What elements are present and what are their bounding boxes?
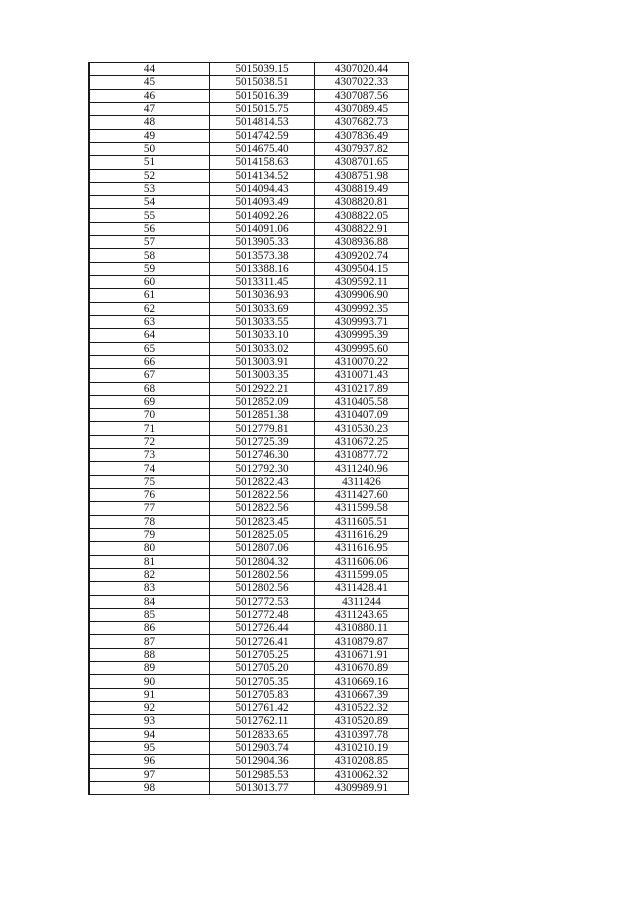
x-coordinate-cell: 5013388.16 (210, 262, 315, 275)
x-coordinate-cell: 5014094.43 (210, 182, 315, 195)
x-coordinate-cell: 5012823.45 (210, 515, 315, 528)
point-number-cell: 49 (89, 129, 210, 142)
point-number-cell: 54 (89, 196, 210, 209)
point-number-cell: 69 (89, 395, 210, 408)
point-number-cell: 67 (89, 369, 210, 382)
point-number-cell: 65 (89, 342, 210, 355)
table-row (89, 462, 409, 475)
y-coordinate-cell: 4310405.58 (315, 395, 409, 408)
table-row (89, 129, 409, 142)
point-number-cell: 70 (89, 409, 210, 422)
y-coordinate-cell: 4307022.33 (315, 76, 409, 89)
point-number-cell: 59 (89, 262, 210, 275)
table-row (89, 142, 409, 155)
x-coordinate-cell: 5013003.35 (210, 369, 315, 382)
point-number-cell: 62 (89, 302, 210, 315)
x-coordinate-cell: 5012705.20 (210, 662, 315, 675)
y-coordinate-cell: 4311427.60 (315, 489, 409, 502)
x-coordinate-cell: 5012725.39 (210, 435, 315, 448)
y-coordinate-cell: 4309202.74 (315, 249, 409, 262)
y-coordinate-cell: 4308820.81 (315, 196, 409, 209)
point-number-cell: 84 (89, 595, 210, 608)
table-row (89, 728, 409, 741)
point-number-cell: 66 (89, 355, 210, 368)
x-coordinate-cell: 5012985.53 (210, 768, 315, 781)
point-number-cell: 92 (89, 702, 210, 715)
point-number-cell: 85 (89, 608, 210, 621)
x-coordinate-cell: 5012762.11 (210, 715, 315, 728)
x-coordinate-cell: 5012903.74 (210, 741, 315, 754)
x-coordinate-cell: 5014814.53 (210, 116, 315, 129)
point-number-cell: 93 (89, 715, 210, 728)
point-number-cell: 48 (89, 116, 210, 129)
point-number-cell: 58 (89, 249, 210, 262)
table-row (89, 568, 409, 581)
table-row (89, 781, 409, 794)
table-row (89, 741, 409, 754)
x-coordinate-cell: 5012852.09 (210, 395, 315, 408)
x-coordinate-cell: 5015038.51 (210, 76, 315, 89)
y-coordinate-cell: 4309995.60 (315, 342, 409, 355)
table-row (89, 502, 409, 515)
coordinates-table-body (89, 63, 409, 795)
table-row (89, 355, 409, 368)
y-coordinate-cell: 4309504.15 (315, 262, 409, 275)
point-number-cell: 87 (89, 635, 210, 648)
x-coordinate-cell: 5012772.53 (210, 595, 315, 608)
x-coordinate-cell: 5012804.32 (210, 555, 315, 568)
y-coordinate-cell: 4311605.51 (315, 515, 409, 528)
y-coordinate-cell: 4311616.95 (315, 542, 409, 555)
x-coordinate-cell: 5012822.56 (210, 489, 315, 502)
y-coordinate-cell: 4308822.05 (315, 209, 409, 222)
y-coordinate-cell: 4309906.90 (315, 289, 409, 302)
table-row (89, 329, 409, 342)
point-number-cell: 80 (89, 542, 210, 555)
table-row (89, 422, 409, 435)
table-row (89, 289, 409, 302)
y-coordinate-cell: 4310071.43 (315, 369, 409, 382)
x-coordinate-cell: 5013033.55 (210, 315, 315, 328)
table-row (89, 635, 409, 648)
table-row (89, 342, 409, 355)
table-row (89, 262, 409, 275)
y-coordinate-cell: 4310672.25 (315, 435, 409, 448)
x-coordinate-cell: 5012802.56 (210, 568, 315, 581)
table-row (89, 369, 409, 382)
table-row (89, 688, 409, 701)
point-number-cell: 74 (89, 462, 210, 475)
x-coordinate-cell: 5012833.65 (210, 728, 315, 741)
x-coordinate-cell: 5012705.25 (210, 648, 315, 661)
x-coordinate-cell: 5012705.83 (210, 688, 315, 701)
table-row (89, 702, 409, 715)
point-number-cell: 55 (89, 209, 210, 222)
y-coordinate-cell: 4309989.91 (315, 781, 409, 794)
x-coordinate-cell: 5013905.33 (210, 236, 315, 249)
x-coordinate-cell: 5014091.06 (210, 222, 315, 235)
point-number-cell: 86 (89, 622, 210, 635)
point-number-cell: 88 (89, 648, 210, 661)
y-coordinate-cell: 4307087.56 (315, 89, 409, 102)
x-coordinate-cell: 5014134.52 (210, 169, 315, 182)
y-coordinate-cell: 4311426 (315, 475, 409, 488)
y-coordinate-cell: 4310879.87 (315, 635, 409, 648)
x-coordinate-cell: 5013003.91 (210, 355, 315, 368)
point-number-cell: 96 (89, 755, 210, 768)
x-coordinate-cell: 5012726.44 (210, 622, 315, 635)
y-coordinate-cell: 4310522.32 (315, 702, 409, 715)
point-number-cell: 94 (89, 728, 210, 741)
table-row (89, 515, 409, 528)
table-row (89, 555, 409, 568)
table-row (89, 542, 409, 555)
x-coordinate-cell: 5012746.30 (210, 449, 315, 462)
table-row (89, 276, 409, 289)
table-row (89, 382, 409, 395)
y-coordinate-cell: 4309592.11 (315, 276, 409, 289)
y-coordinate-cell: 4309995.39 (315, 329, 409, 342)
x-coordinate-cell: 5012792.30 (210, 462, 315, 475)
x-coordinate-cell: 5012705.35 (210, 675, 315, 688)
point-number-cell: 76 (89, 489, 210, 502)
table-row (89, 489, 409, 502)
point-number-cell: 51 (89, 156, 210, 169)
y-coordinate-cell: 4310671.91 (315, 648, 409, 661)
point-number-cell: 57 (89, 236, 210, 249)
y-coordinate-cell: 4310397.78 (315, 728, 409, 741)
y-coordinate-cell: 4310208.85 (315, 755, 409, 768)
point-number-cell: 56 (89, 222, 210, 235)
point-number-cell: 60 (89, 276, 210, 289)
x-coordinate-cell: 5013013.77 (210, 781, 315, 794)
y-coordinate-cell: 4311599.05 (315, 568, 409, 581)
y-coordinate-cell: 4308819.49 (315, 182, 409, 195)
point-number-cell: 63 (89, 315, 210, 328)
x-coordinate-cell: 5014158.63 (210, 156, 315, 169)
y-coordinate-cell: 4311606.06 (315, 555, 409, 568)
y-coordinate-cell: 4310670.89 (315, 662, 409, 675)
point-number-cell: 46 (89, 89, 210, 102)
x-coordinate-cell: 5012822.43 (210, 475, 315, 488)
point-number-cell: 53 (89, 182, 210, 195)
table-row (89, 182, 409, 195)
x-coordinate-cell: 5012802.56 (210, 582, 315, 595)
table-row (89, 395, 409, 408)
table-row (89, 648, 409, 661)
table-row (89, 675, 409, 688)
table-row (89, 169, 409, 182)
point-number-cell: 45 (89, 76, 210, 89)
point-number-cell: 72 (89, 435, 210, 448)
point-number-cell: 71 (89, 422, 210, 435)
table-row (89, 755, 409, 768)
table-row (89, 768, 409, 781)
y-coordinate-cell: 4310062.32 (315, 768, 409, 781)
y-coordinate-cell: 4310407.09 (315, 409, 409, 422)
y-coordinate-cell: 4310210.19 (315, 741, 409, 754)
point-number-cell: 81 (89, 555, 210, 568)
table-row (89, 76, 409, 89)
x-coordinate-cell: 5015039.15 (210, 63, 315, 76)
y-coordinate-cell: 4310070.22 (315, 355, 409, 368)
point-number-cell: 82 (89, 568, 210, 581)
y-coordinate-cell: 4310520.89 (315, 715, 409, 728)
table-row (89, 249, 409, 262)
y-coordinate-cell: 4310880.11 (315, 622, 409, 635)
x-coordinate-cell: 5013033.69 (210, 302, 315, 315)
y-coordinate-cell: 4309993.71 (315, 315, 409, 328)
x-coordinate-cell: 5012772.48 (210, 608, 315, 621)
point-number-cell: 95 (89, 741, 210, 754)
table-row (89, 662, 409, 675)
y-coordinate-cell: 4311616.29 (315, 528, 409, 541)
table-row (89, 222, 409, 235)
table-row (89, 102, 409, 115)
y-coordinate-cell: 4310217.89 (315, 382, 409, 395)
table-row (89, 63, 409, 76)
point-number-cell: 61 (89, 289, 210, 302)
table-row (89, 89, 409, 102)
y-coordinate-cell: 4307937.82 (315, 142, 409, 155)
table-row (89, 156, 409, 169)
x-coordinate-cell: 5014675.40 (210, 142, 315, 155)
table-row (89, 435, 409, 448)
y-coordinate-cell: 4307089.45 (315, 102, 409, 115)
y-coordinate-cell: 4308701.65 (315, 156, 409, 169)
x-coordinate-cell: 5012761.42 (210, 702, 315, 715)
coordinates-table (88, 62, 409, 795)
y-coordinate-cell: 4311428.41 (315, 582, 409, 595)
y-coordinate-cell: 4308822.91 (315, 222, 409, 235)
y-coordinate-cell: 4307020.44 (315, 63, 409, 76)
x-coordinate-cell: 5015015.75 (210, 102, 315, 115)
table-row (89, 449, 409, 462)
x-coordinate-cell: 5012922.21 (210, 382, 315, 395)
y-coordinate-cell: 4310667.39 (315, 688, 409, 701)
x-coordinate-cell: 5013036.93 (210, 289, 315, 302)
point-number-cell: 47 (89, 102, 210, 115)
x-coordinate-cell: 5013311.45 (210, 276, 315, 289)
y-coordinate-cell: 4310530.23 (315, 422, 409, 435)
x-coordinate-cell: 5014742.59 (210, 129, 315, 142)
x-coordinate-cell: 5012825.05 (210, 528, 315, 541)
x-coordinate-cell: 5012904.36 (210, 755, 315, 768)
table-row (89, 582, 409, 595)
point-number-cell: 90 (89, 675, 210, 688)
point-number-cell: 83 (89, 582, 210, 595)
point-number-cell: 73 (89, 449, 210, 462)
y-coordinate-cell: 4307682.73 (315, 116, 409, 129)
x-coordinate-cell: 5012726.41 (210, 635, 315, 648)
x-coordinate-cell: 5013033.02 (210, 342, 315, 355)
x-coordinate-cell: 5015016.39 (210, 89, 315, 102)
table-row (89, 475, 409, 488)
point-number-cell: 75 (89, 475, 210, 488)
table-row (89, 196, 409, 209)
point-number-cell: 79 (89, 528, 210, 541)
y-coordinate-cell: 4311243.65 (315, 608, 409, 621)
point-number-cell: 89 (89, 662, 210, 675)
y-coordinate-cell: 4308751.98 (315, 169, 409, 182)
y-coordinate-cell: 4311599.58 (315, 502, 409, 515)
x-coordinate-cell: 5012779.81 (210, 422, 315, 435)
y-coordinate-cell: 4307836.49 (315, 129, 409, 142)
y-coordinate-cell: 4308936.88 (315, 236, 409, 249)
x-coordinate-cell: 5012822.56 (210, 502, 315, 515)
table-row (89, 315, 409, 328)
table-row (89, 302, 409, 315)
y-coordinate-cell: 4309992.35 (315, 302, 409, 315)
point-number-cell: 98 (89, 781, 210, 794)
point-number-cell: 52 (89, 169, 210, 182)
x-coordinate-cell: 5014093.49 (210, 196, 315, 209)
table-row (89, 116, 409, 129)
point-number-cell: 91 (89, 688, 210, 701)
point-number-cell: 50 (89, 142, 210, 155)
table-row (89, 528, 409, 541)
point-number-cell: 44 (89, 63, 210, 76)
point-number-cell: 97 (89, 768, 210, 781)
table-row (89, 715, 409, 728)
table-row (89, 209, 409, 222)
y-coordinate-cell: 4311240.96 (315, 462, 409, 475)
x-coordinate-cell: 5013573.38 (210, 249, 315, 262)
y-coordinate-cell: 4310877.72 (315, 449, 409, 462)
table-row (89, 622, 409, 635)
table-row (89, 409, 409, 422)
point-number-cell: 77 (89, 502, 210, 515)
y-coordinate-cell: 4310669.16 (315, 675, 409, 688)
table-row (89, 595, 409, 608)
table-row (89, 608, 409, 621)
x-coordinate-cell: 5012807.06 (210, 542, 315, 555)
table-row (89, 236, 409, 249)
y-coordinate-cell: 4311244 (315, 595, 409, 608)
x-coordinate-cell: 5014092.26 (210, 209, 315, 222)
point-number-cell: 64 (89, 329, 210, 342)
x-coordinate-cell: 5012851.38 (210, 409, 315, 422)
point-number-cell: 78 (89, 515, 210, 528)
point-number-cell: 68 (89, 382, 210, 395)
x-coordinate-cell: 5013033.10 (210, 329, 315, 342)
